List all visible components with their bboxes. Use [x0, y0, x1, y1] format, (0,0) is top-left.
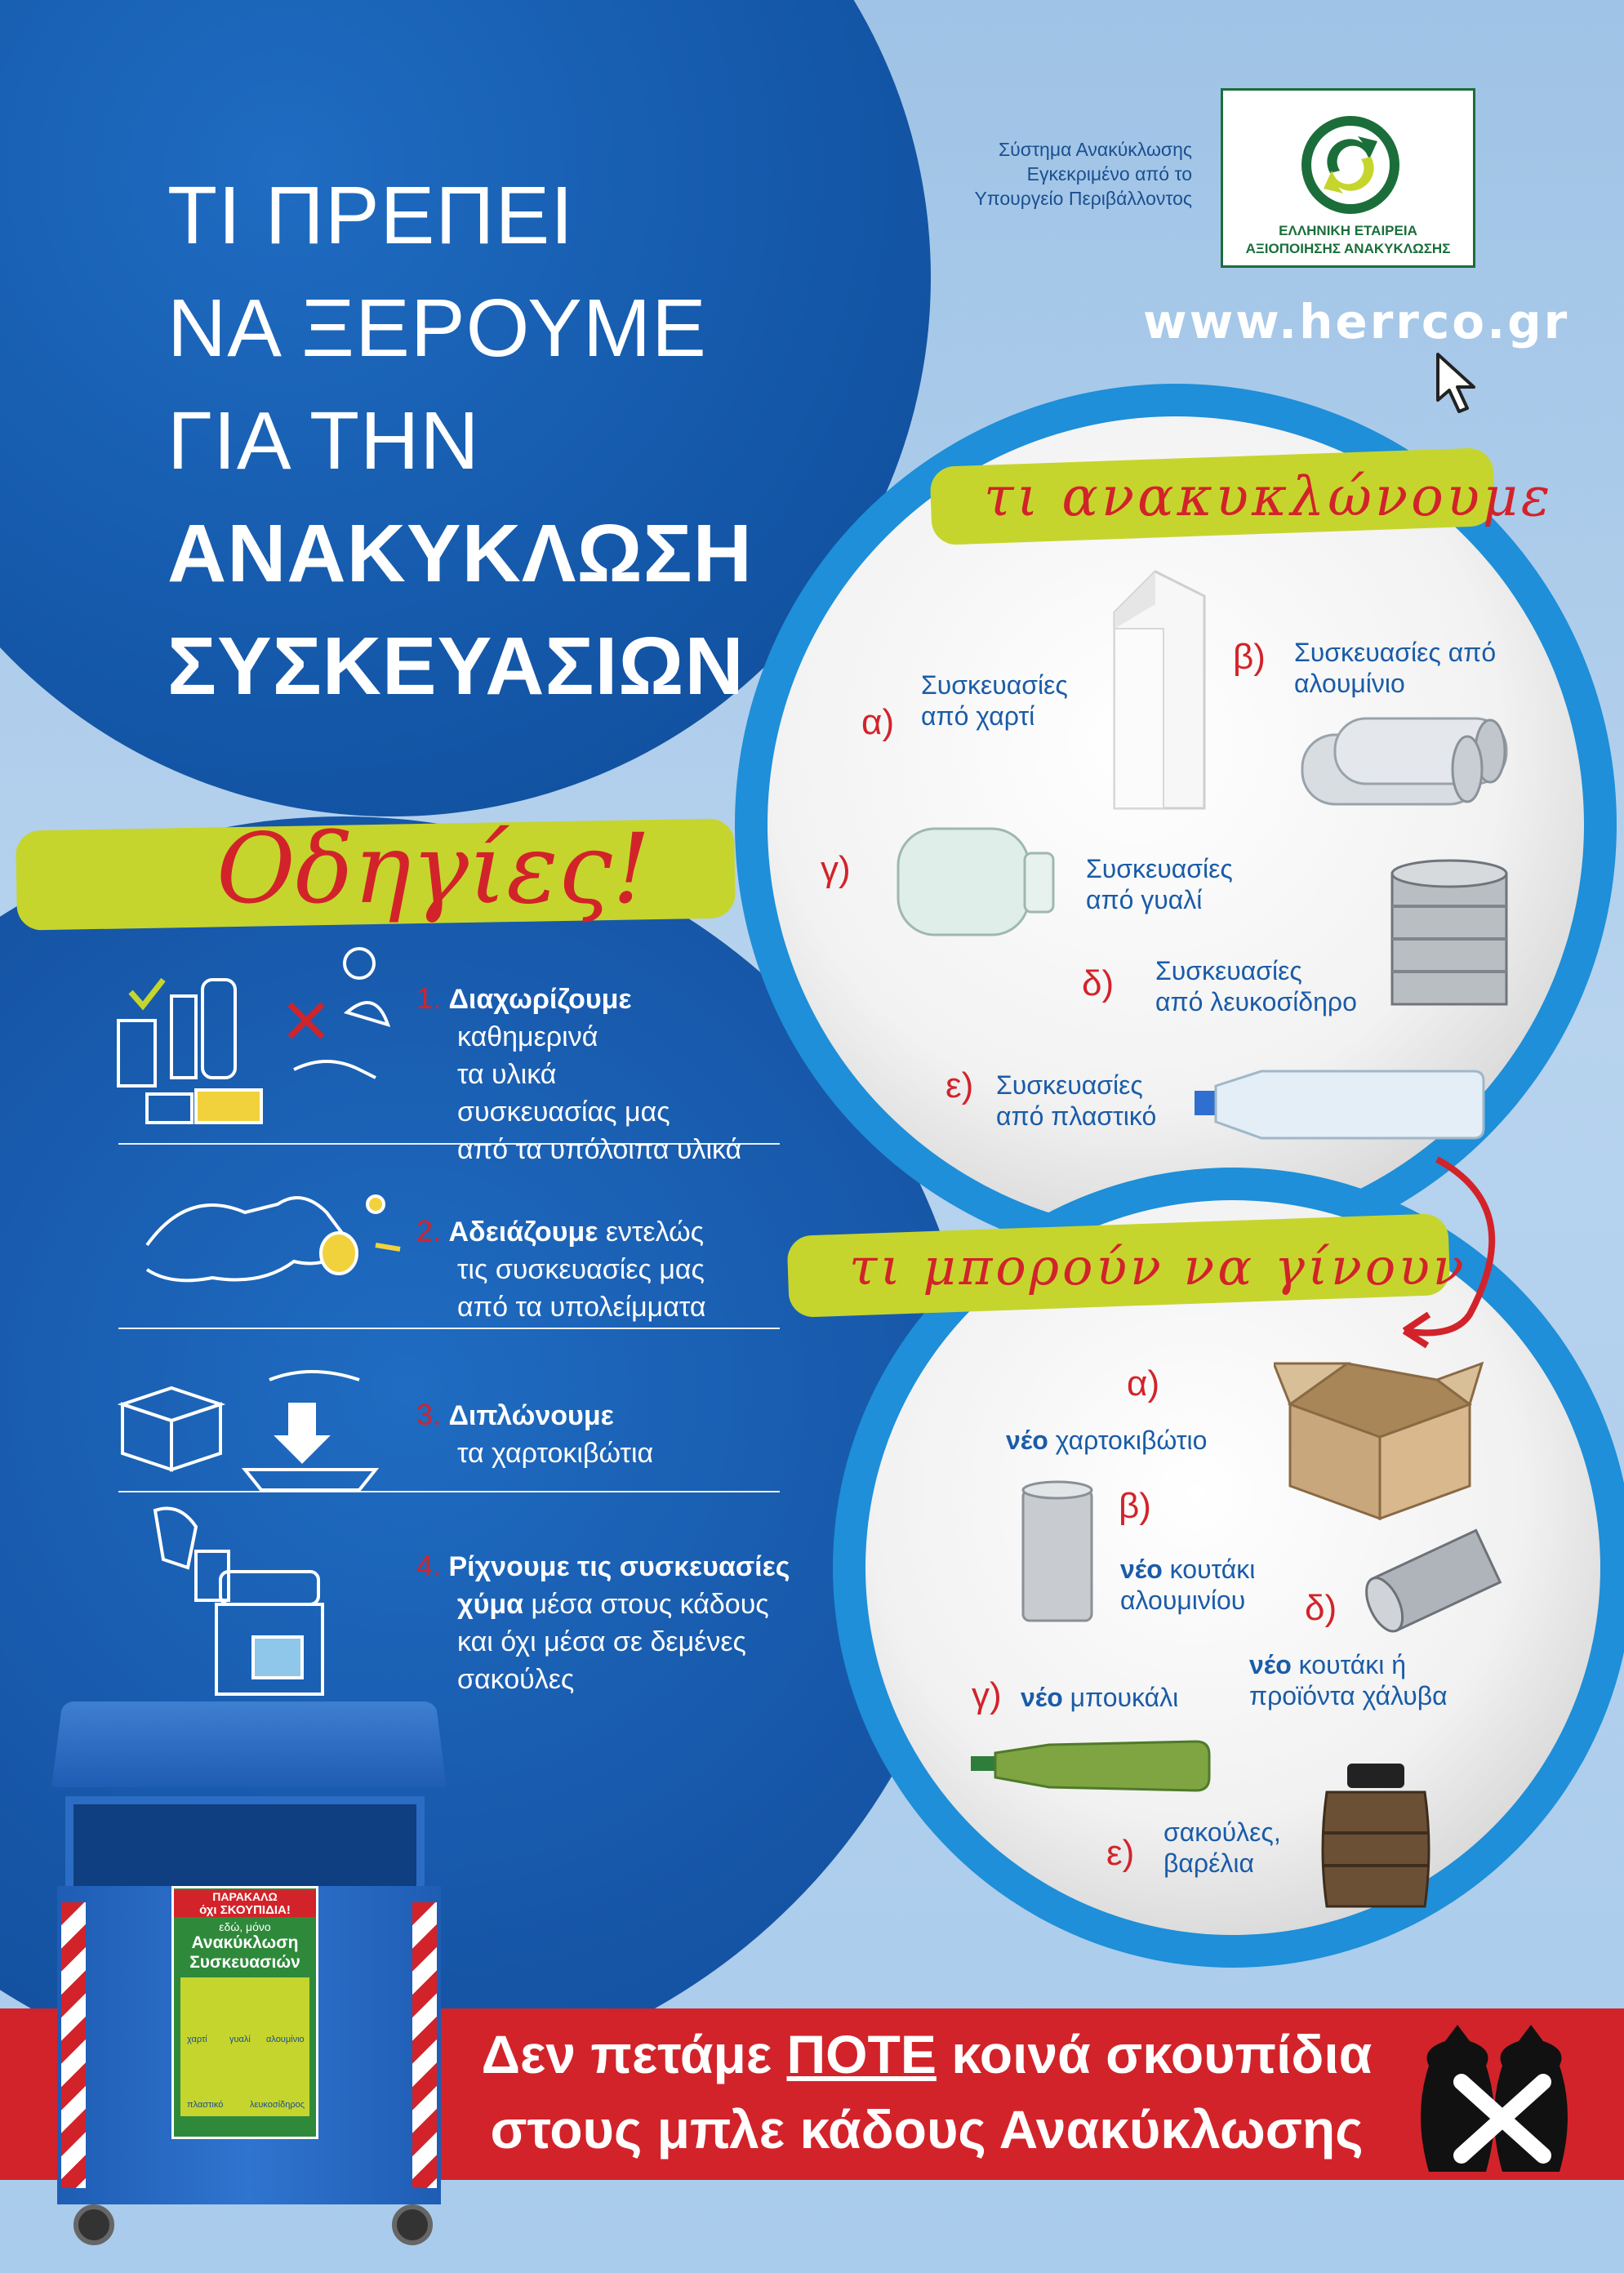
approval-line-2: Εγκεκριμένο από το: [1026, 163, 1192, 185]
herrco-logo: [1221, 88, 1475, 268]
bin-opening: [65, 1796, 425, 1894]
recycle-item-d-label: Συσκευασίες από λευκοσίδηρο: [1155, 956, 1357, 1016]
recycling-bin: [49, 1698, 457, 2262]
sticker-panel: [180, 1977, 309, 2116]
become-item-a-letter: α): [1127, 1363, 1160, 1403]
title-line-4: ΑΝΑΚΥΚΛΩΣΗ: [167, 508, 753, 599]
become-item-a-label: νέο χαρτοκιβώτιο: [1006, 1426, 1208, 1455]
glass-jar-icon: [890, 821, 1061, 943]
instruction-step-2: 2. Αδειάζουμε εντελώς τις συσκευασίες μας από τα υπολείμματα: [416, 1214, 706, 1323]
tin-can-icon: [1384, 857, 1515, 1021]
recycle-item-c-letter: γ): [821, 849, 851, 889]
step-separator-2: [118, 1328, 780, 1329]
sticker-cat-paper: χαρτί: [187, 2035, 207, 2044]
green-dot-icon: [1297, 112, 1404, 218]
recycle-item-e-label: Συσκευασίες από πλαστικό: [996, 1070, 1157, 1131]
title-line-5: ΣΥΣΚΕΥΑΣΙΩΝ: [167, 621, 745, 712]
instructions-banner-label: Οδηγίες!: [216, 812, 652, 925]
instruction-step-1: 1. Διαχωρίζουμε καθημερινά τα υλικά συσκευασίας μας από τα υπόλοιπα υλικά: [416, 981, 742, 1165]
become-item-e-letter: ε): [1106, 1833, 1135, 1873]
bin-wheel-left: [73, 2204, 114, 2245]
no-trash-bags-icon: [1413, 2017, 1592, 2180]
recycle-item-b-label: Συσκευασίες από αλουμίνιο: [1294, 638, 1497, 698]
title-line-3: ΓΙΑ ΤΗΝ: [167, 395, 480, 487]
become-item-b-letter: β): [1119, 1486, 1151, 1526]
cursor-icon: [1433, 351, 1490, 416]
bin-wheel-right: [392, 2204, 433, 2245]
logo-line-2: ΑΞΙΟΠΟΙΗΣΗΣ ΑΝΑΚΥΚΛΩΣΗΣ: [1245, 241, 1451, 256]
recycle-item-d-letter: δ): [1082, 963, 1115, 1003]
footer-warning: Δεν πετάμε ΠΟΤΕ κοινά σκουπίδια στους μπλε κάδους Ανακύκλωσης: [481, 2024, 1373, 2160]
instruction-step-4: 4. Ρίχνουμε τις συσκευασίες χύμα μέσα στους κάδους και όχι μέσα σε δεμένες σακούλες: [416, 1549, 790, 1695]
title-line-2: ΝΑ ΞΕΡΟΥΜΕ: [167, 282, 707, 374]
sorting-waste-icon: [114, 947, 400, 1135]
approval-line-3: Υπουργείο Περιβάλλοντος: [974, 188, 1192, 209]
bin-sticker: [171, 1886, 318, 2139]
sticker-no-trash: όχι ΣΚΟΥΠΙΔΙΑ!: [174, 1903, 316, 1917]
website-link[interactable]: www.herrco.gr: [1143, 294, 1570, 349]
cardboard-box-icon: [1274, 1347, 1486, 1527]
page-title: [167, 159, 837, 723]
aluminium-can-icon: [1017, 1478, 1098, 1625]
bin-lid: [51, 1701, 447, 1787]
flattening-box-icon: [114, 1355, 392, 1502]
approval-text: [898, 137, 1192, 211]
sticker-cat-aluminium: αλουμίνιο: [266, 2035, 305, 2044]
milk-carton-icon: [1098, 563, 1212, 816]
sticker-cat-glass: γυαλί: [229, 2035, 251, 2044]
recycle-item-b-letter: β): [1233, 637, 1266, 677]
become-item-c-label: νέο μπουκάλι: [1021, 1683, 1179, 1712]
recycle-item-a-letter: α): [861, 702, 895, 742]
green-bottle-icon: [968, 1727, 1212, 1800]
become-item-e-label: σακούλες, βαρέλια: [1163, 1817, 1281, 1878]
aluminium-cans-icon: [1286, 710, 1523, 816]
recycle-banner-label: τι ανακυκλώνουμε: [984, 465, 1554, 528]
logo-line-1: ΕΛΛΗΝΙΚΗ ΕΤΑΙΡΕΙΑ: [1279, 223, 1417, 238]
recycle-item-e-letter: ε): [945, 1065, 974, 1105]
sticker-please: ΠΑΡΑΚΑΛΩ: [174, 1890, 316, 1903]
become-item-c-letter: γ): [972, 1675, 1002, 1715]
instruction-step-3: 3. Διπλώνουμε τα χαρτοκιβώτια: [416, 1398, 654, 1469]
plastic-bottle-icon: [1180, 1053, 1490, 1151]
sticker-title-2: Συσκευασιών: [189, 1953, 300, 1972]
approval-line-1: Σύστημα Ανακύκλωσης: [998, 139, 1192, 160]
bin-stripe-left: [61, 1902, 86, 2188]
steel-can-icon: [1355, 1527, 1502, 1641]
title-line-1: ΤΙ ΠΡΕΠΕΙ: [167, 170, 574, 261]
become-banner-label: τι μπορούν να γίνουν: [849, 1237, 1467, 1297]
become-item-d-label: νέο κουτάκι ή προϊόντα χάλυβα: [1249, 1650, 1448, 1710]
become-item-d-letter: δ): [1305, 1588, 1337, 1628]
sticker-here-only: εδώ, μόνο: [219, 1920, 271, 1933]
bin-stripe-right: [412, 1902, 437, 2188]
sticker-title-1: Ανακύκλωση: [191, 1933, 299, 1952]
throwing-into-bin-icon: [139, 1494, 351, 1706]
emptying-container-icon: [139, 1155, 433, 1319]
barrel-icon: [1315, 1759, 1437, 1915]
become-item-b-label: νέο κουτάκι αλουμινίου: [1120, 1555, 1256, 1615]
sticker-cat-plastic: πλαστικό: [187, 2100, 224, 2110]
recycle-item-a-label: Συσκευασίες από χαρτί: [921, 670, 1068, 731]
recycle-item-c-label: Συσκευασίες από γυαλί: [1086, 854, 1233, 914]
sticker-cat-tin: λευκοσίδηρος: [250, 2100, 305, 2110]
